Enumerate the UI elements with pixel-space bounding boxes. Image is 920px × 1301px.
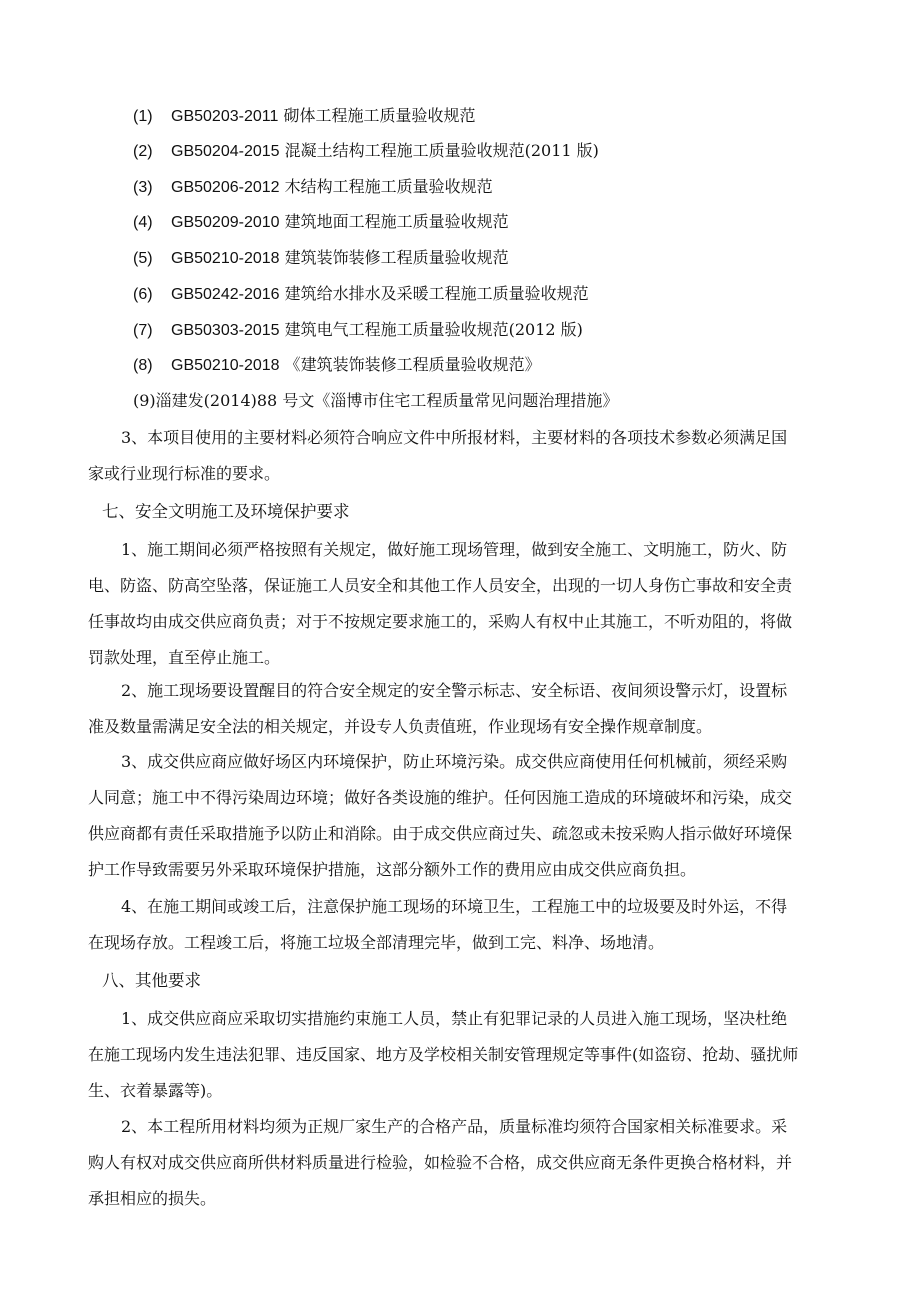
- paragraph-line: 在施工现场内发生违法犯罪、违反国家、地方及学校相关制安管理规定等事件(如盗窃、抢劫、骚扰师: [88, 1045, 799, 1064]
- paragraph-line: 生、衣着暴露等)。: [88, 1081, 223, 1100]
- standard-item-6: [133, 284, 589, 305]
- paragraph-line: 1、施工期间必须严格按照有关规定，做好施工现场管理，做到安全施工、文明施工，防火、防: [121, 540, 788, 559]
- standard-item-4: [133, 212, 509, 233]
- standard-code: GB50204-2015: [171, 143, 280, 160]
- paragraph-line: 电、防盗、防高空坠落，保证施工人员安全和其他工作人员安全，出现的一切人身伤亡事故和安全责: [88, 576, 793, 595]
- paragraph-line: 在现场存放。工程竣工后，将施工垃圾全部清理完毕，做到工完、料净、场地清。: [88, 933, 665, 952]
- standard-title: 砌体工程施工质量验收规范: [283, 106, 476, 125]
- standard-number: (4): [133, 214, 153, 231]
- standard-code: GB50242-2016: [171, 286, 280, 303]
- standard-number: (7): [133, 322, 153, 339]
- standard-item-9: [133, 391, 618, 411]
- standard-title: (9)淄建发(2014)88 号文《淄博市住宅工程质量常见问题治理措施》: [133, 391, 619, 410]
- standard-code: GB50210-2018: [171, 250, 280, 267]
- section7-paragraph-2: [88, 673, 838, 745]
- paragraph-line: 3、本项目使用的主要材料必须符合响应文件中所报材料，主要材料的各项技术参数必须满足国: [121, 428, 788, 447]
- paragraph-line: 2、施工现场要设置醒目的符合安全规定的安全警示标志、安全标语、夜间须设警示灯，设置标: [121, 681, 788, 700]
- standard-item-5: [133, 248, 509, 269]
- standard-title: 《建筑装饰装修工程质量验收规范》: [284, 355, 541, 374]
- standard-number: (5): [133, 250, 153, 267]
- standard-code: GB50203-2011: [171, 108, 279, 125]
- section7-paragraph-1: [88, 532, 838, 676]
- paragraph-line: 任事故均由成交供应商负责；对于不按规定要求施工的，采购人有权中止其施工，不听劝阻的，将做: [88, 612, 793, 631]
- paragraph-line: 4、在施工期间或竣工后，注意保护施工现场的环境卫生，工程施工中的垃圾要及时外运，不得: [121, 897, 788, 916]
- standard-code: GB50303-2015: [171, 322, 280, 339]
- standard-code: GB50210-2018: [171, 357, 280, 374]
- paragraph-line: 护工作导致需要另外采取环境保护措施，这部分额外工作的费用应由成交供应商负担。: [88, 860, 697, 879]
- paragraph-line: 家或行业现行标准的要求。: [88, 464, 281, 483]
- section7-paragraph-4: [88, 889, 838, 961]
- standard-title: 建筑电气工程施工质量验收规范(2012 版): [284, 320, 583, 339]
- section8-paragraph-1: [88, 1001, 838, 1109]
- standard-title: 建筑装饰装修工程质量验收规范: [284, 248, 509, 267]
- section-heading-8: 八、其他要求: [102, 971, 201, 990]
- paragraph-line: 罚款处理，直至停止施工。: [88, 648, 281, 667]
- paragraph-line: 3、成交供应商应做好场区内环境保护，防止环境污染。成交供应商使用任何机械前，须经采购: [121, 752, 788, 771]
- paragraph-materials: [88, 420, 838, 492]
- standard-item-1: [133, 106, 475, 127]
- standard-title: 建筑地面工程施工质量验收规范: [284, 212, 509, 231]
- standard-number: (3): [133, 179, 153, 196]
- standard-item-7: [133, 320, 583, 341]
- standard-number: (6): [133, 286, 153, 303]
- standard-item-3: [133, 177, 493, 198]
- standard-number: (2): [133, 143, 153, 160]
- standard-title: 建筑给水排水及采暖工程施工质量验收规范: [284, 284, 589, 303]
- paragraph-line: 供应商都有责任采取措施予以防止和消除。由于成交供应商过失、疏忽或未按采购人指示做好环境保: [88, 824, 793, 843]
- standard-code: GB50209-2010: [171, 214, 280, 231]
- paragraph-line: 承担相应的损失。: [88, 1189, 217, 1208]
- standard-item-8: [133, 355, 541, 376]
- paragraph-line: 准及数量需满足安全法的相关规定，并设专人负责值班，作业现场有安全操作规章制度。: [88, 717, 713, 736]
- standard-number: (8): [133, 357, 153, 374]
- standard-title: 木结构工程施工质量验收规范: [284, 177, 493, 196]
- section8-paragraph-2: [88, 1109, 838, 1217]
- section-heading-7: 七、安全文明施工及环境保护要求: [102, 502, 350, 521]
- standard-title: 混凝土结构工程施工质量验收规范(2011 版): [284, 141, 599, 160]
- standard-item-2: [133, 141, 599, 162]
- paragraph-line: 购人有权对成交供应商所供材料质量进行检验，如检验不合格，成交供应商无条件更换合格材料，并: [88, 1153, 793, 1172]
- paragraph-line: 人同意；施工中不得污染周边环境；做好各类设施的维护。任何因施工造成的环境破坏和污染，成交: [88, 788, 793, 807]
- standard-code: GB50206-2012: [171, 179, 280, 196]
- standard-number: (1): [133, 108, 153, 125]
- paragraph-line: 1、成交供应商应采取切实措施约束施工人员，禁止有犯罪记录的人员进入施工现场，坚决杜绝: [121, 1009, 788, 1028]
- paragraph-line: 2、本工程所用材料均须为正规厂家生产的合格产品，质量标准均须符合国家相关标准要求。采: [121, 1117, 788, 1136]
- section7-paragraph-3: [88, 744, 838, 888]
